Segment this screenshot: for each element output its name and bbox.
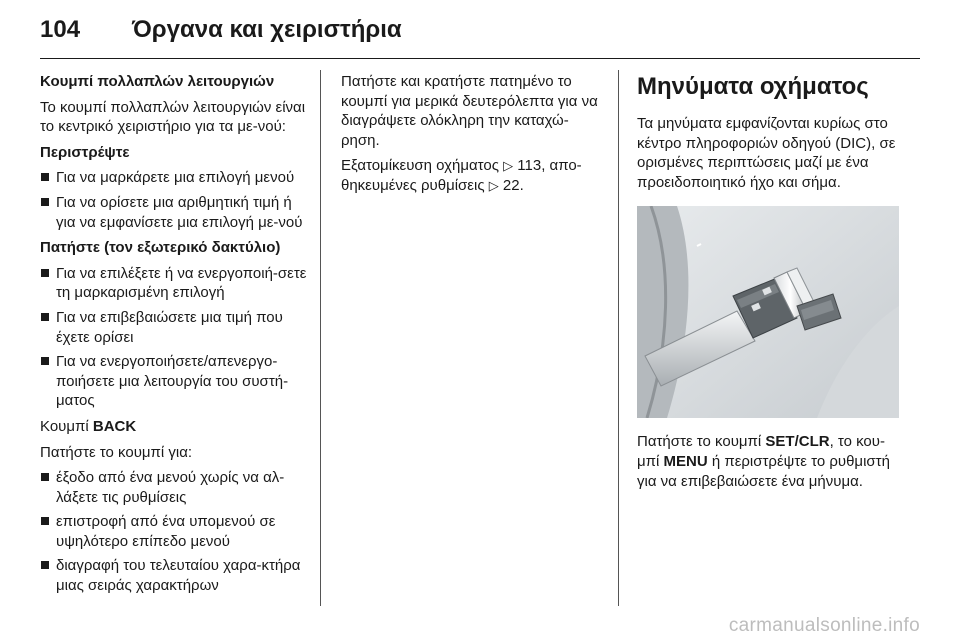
reference-paragraph bbox=[341, 156, 606, 195]
watermark: carmanualsonline.info bbox=[728, 615, 920, 636]
multi-function-desc: Το κουμπί πολλαπλών λειτουργιών είναι το κεντρικό χειριστήριο για τα με-νού: bbox=[40, 98, 306, 136]
header-rule bbox=[40, 58, 920, 59]
column-1 bbox=[40, 72, 308, 602]
section-heading: Μηνύματα οχήματος bbox=[637, 73, 869, 100]
page-ref-link[interactable]: 22. bbox=[502, 176, 524, 194]
turn-signal-lever-image bbox=[637, 206, 899, 418]
instruction-text: ή περιστρέψτε το ρυθμιστή για να επιβεβαιώσετε ένα μήνυμα. bbox=[637, 452, 890, 490]
list-item: Για να ενεργοποιήσετε/απενεργο-ποιήσετε μια λειτουργία του συστή-ματος bbox=[40, 352, 308, 411]
instruction-text: , το κου-μπί bbox=[637, 433, 885, 470]
page-ref-link[interactable]: 113, απο-θηκευμένες ρυθμίσεις bbox=[341, 157, 582, 194]
column-divider-1 bbox=[320, 70, 321, 606]
list-item: Για να επιβεβαιώσετε μια τιμή που έχετε ορίσει bbox=[40, 308, 308, 347]
page-ref-arrow-icon: ▷ bbox=[503, 158, 514, 174]
back-button-heading bbox=[40, 417, 308, 437]
list-item: Για να επιλέξετε ή να ενεργοποιή-σετε τη μαρκαρισμένη επιλογή bbox=[40, 264, 308, 303]
messages-intro: Τα μηνύματα εμφανίζονται κυρίως στο κέντρο πληροφοριών οδηγού (DIC), σε ορισμένες περιπτώσεις μαζί με ένα προειδοποιητικό ήχο και σήμα. bbox=[637, 115, 896, 191]
page-header bbox=[40, 10, 920, 50]
page-ref-arrow-icon: ▷ bbox=[488, 177, 499, 193]
list-item: επιστροφή από ένα υπομενού σε υψηλότερο επίπεδο μενού bbox=[40, 512, 308, 551]
back-prefix: Κουμπί bbox=[40, 417, 93, 435]
back-label: BACK bbox=[92, 417, 137, 435]
page-number: 104 bbox=[40, 16, 81, 43]
rotate-title: Περιστρέψτε bbox=[40, 143, 130, 161]
stalk-illustration bbox=[637, 206, 899, 418]
back-list bbox=[40, 468, 308, 596]
chapter-title: Όργανα και χειριστήρια bbox=[132, 16, 402, 43]
list-item: Για να μαρκάρετε μια επιλογή μενού bbox=[40, 168, 308, 188]
press-title: Πατήστε (τον εξωτερικό δακτύλιο) bbox=[40, 239, 281, 257]
set-clr-label: SET/CLR bbox=[765, 433, 830, 451]
hold-paragraph: Πατήστε και κρατήστε πατημένο το κουμπί για μερικά δευτερόλεπτα για να διαγράψετε ολόκληρη την καταχώ-ρηση. bbox=[341, 73, 598, 149]
column-2 bbox=[341, 72, 606, 202]
instruction-text: Πατήστε το κουμπί bbox=[637, 433, 766, 451]
list-item: Για να ορίσετε μια αριθμητική τιμή ή για να εμφανίσετε μια επιλογή με-νού bbox=[40, 193, 308, 232]
column-3 bbox=[637, 72, 905, 497]
back-desc: Πατήστε το κουμπί για: bbox=[40, 443, 193, 461]
press-list bbox=[40, 264, 308, 411]
multi-function-title: Κουμπί πολλαπλών λειτουργιών bbox=[40, 73, 275, 90]
list-item: διαγραφή του τελευταίου χαρα-κτήρα μιας σειράς χαρακτήρων bbox=[40, 556, 308, 595]
list-item: έξοδο από ένα μενού χωρίς να αλ-λάξετε τις ρυθμίσεις bbox=[40, 468, 308, 507]
personalization-text: Εξατομίκευση οχήματος bbox=[341, 157, 504, 175]
confirm-instructions bbox=[637, 432, 905, 491]
menu-label: MENU bbox=[663, 452, 708, 470]
rotate-list bbox=[40, 168, 308, 232]
column-divider-2 bbox=[618, 70, 619, 606]
